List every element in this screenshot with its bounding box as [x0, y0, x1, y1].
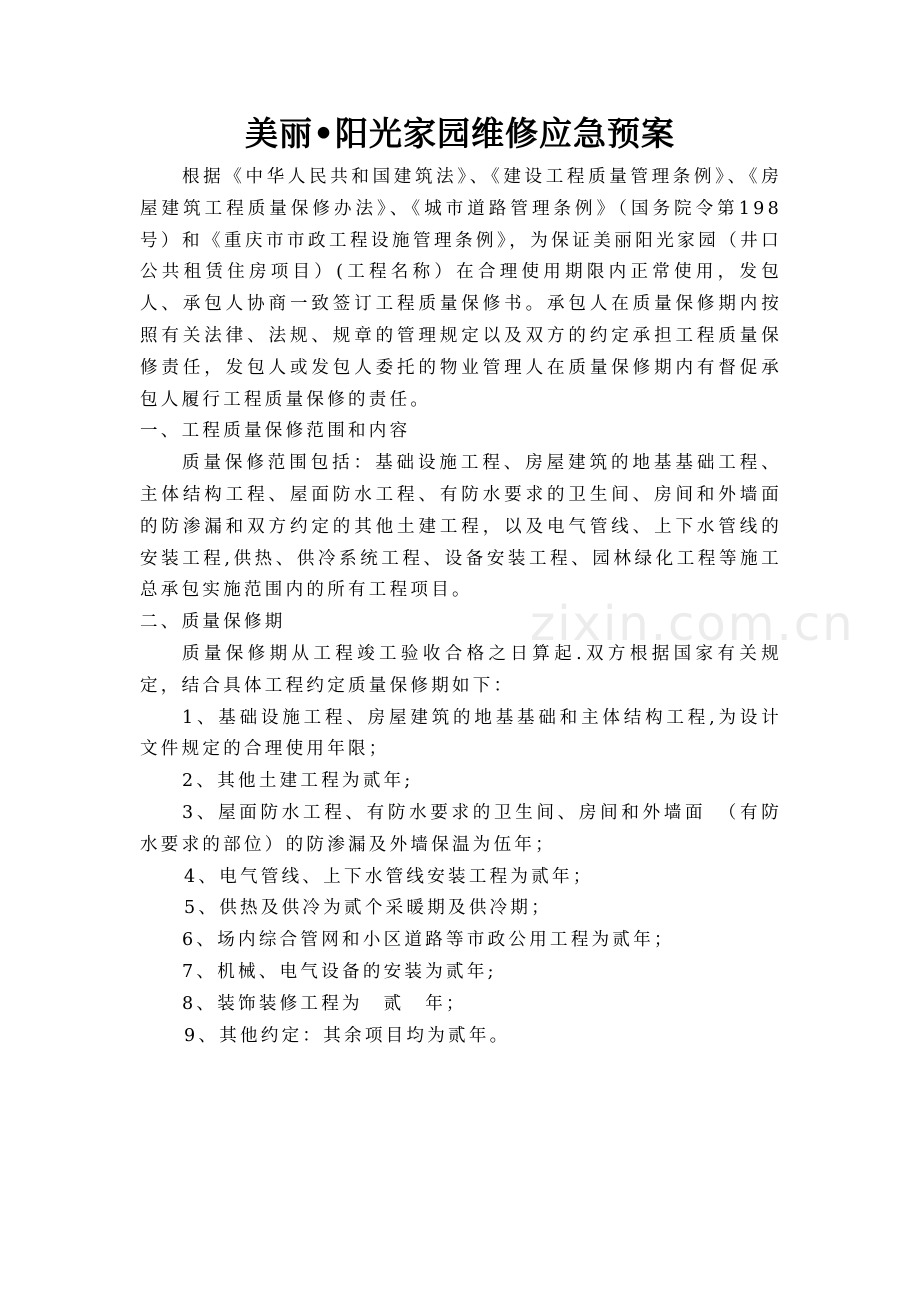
document-title: 美丽•阳光家园维修应急预案 [244, 114, 676, 153]
intro-paragraph: 根据《中华人民共和国建筑法》、《建设工程质量管理条例》、《房屋建筑工程质量保修办法》、《城市道路管理条例》（国务院令第198号）和《重庆市市政工程设施管理条例》，为保证美丽阳光家园（井口公共租赁住房项目）(工程名称）在合理使用期限内正常使用，发包人、承包人协商一致签订工程质量保修书。承包人在质量保修期内按照有关法律、法规、规章的管理规定以及双方的约定承担工程质量保修责任，发包人或发包人委托的物业管理人在质量保修期内有督促承包人履行工程质量保修的责任。 [140, 167, 782, 410]
list-item-4: 4、电气管线、上下水管线安装工程为贰年； [184, 866, 594, 887]
list-item-2: 2、其他土建工程为贰年; [182, 771, 414, 792]
list-item-8: 8、装饰装修工程为 贰 年； [182, 993, 467, 1014]
section-2-heading: 二、质量保修期 [140, 612, 286, 633]
list-item-5: 5、供热及供冷为贰个采暖期及供冷期； [184, 898, 553, 919]
list-item-6: 6、场内综合管网和小区道路等市政公用工程为贰年； [182, 930, 675, 951]
list-item-9: 9、其他约定：其余项目均为贰年。 [184, 1025, 511, 1046]
section-1-paragraph: 质量保修范围包括：基础设施工程、房屋建筑的地基基础工程、主体结构工程、屋面防水工程、有防水要求的卫生间、房间和外墙面的防渗漏和双方约定的其他土建工程，以及电气管线、上下水管线的安装工程,供热、供冷系统工程、设备安装工程、园林绿化工程等施工总承包实施范围内的所有工程项目。 [140, 453, 782, 601]
list-item-7: 7、机械、电气设备的安装为贰年; [182, 961, 497, 982]
section-2-paragraph: 质量保修期从工程竣工验收合格之日算起.双方根据国家有关规定，结合具体工程约定质量保修期如下： [140, 643, 782, 696]
list-item-3: 3、屋面防水工程、有防水要求的卫生间、房间和外墙面 （有防水要求的部位）的防渗漏及外墙保温为伍年； [140, 802, 782, 855]
list-item-1: 1、基础设施工程、房屋建筑的地基基础和主体结构工程,为设计文件规定的合理使用年限； [140, 707, 782, 760]
watermark: zixin.com.cn [530, 596, 855, 652]
section-1-heading: 一、工程质量保修范围和内容 [140, 421, 411, 442]
